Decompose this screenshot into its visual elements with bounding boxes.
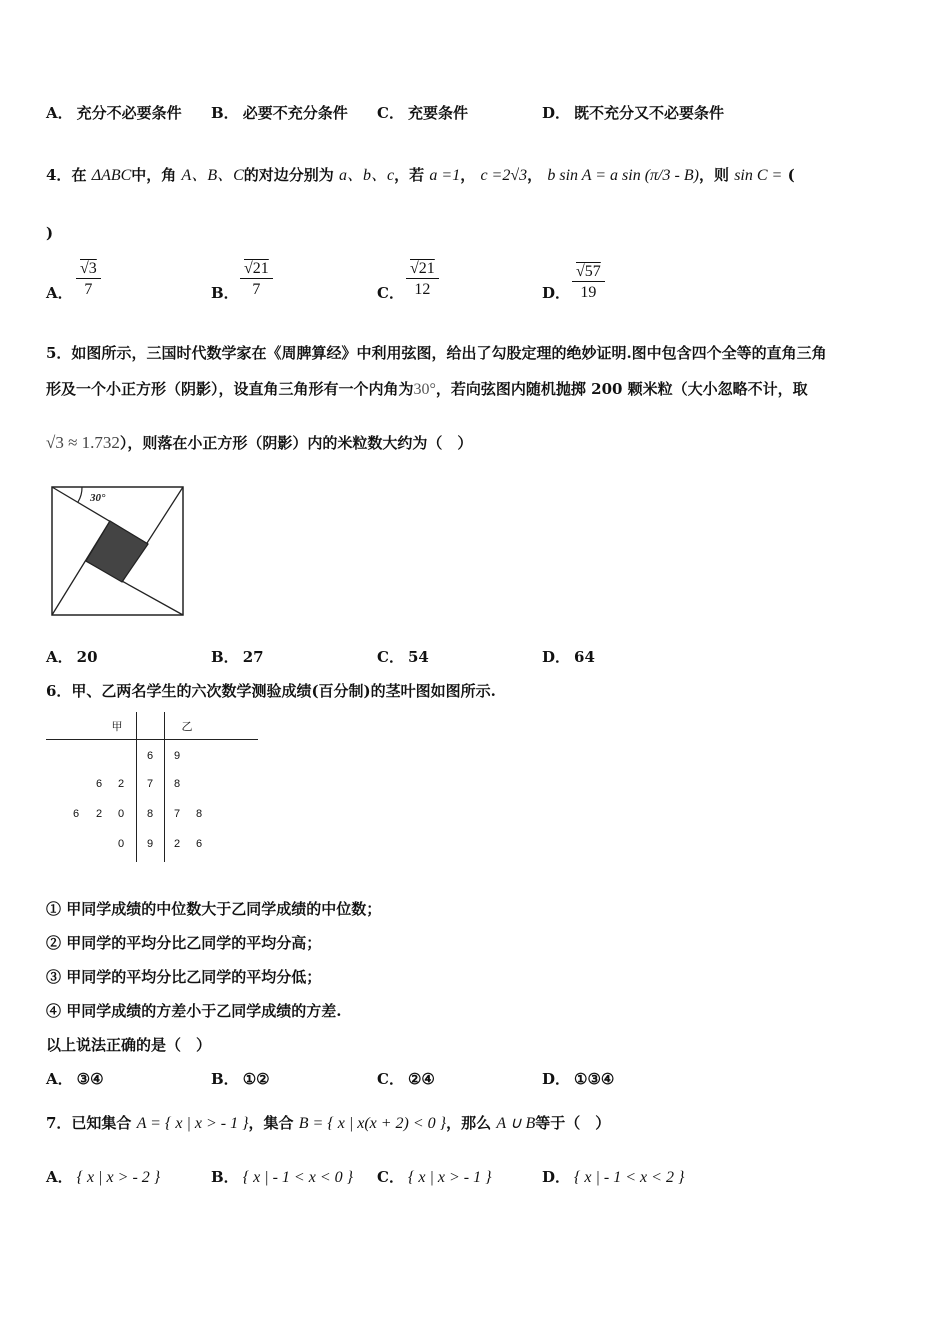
leaf: 2: [173, 838, 181, 850]
option-text: 64: [574, 648, 595, 666]
option-text: 充要条件: [407, 104, 468, 122]
q3-option-b[interactable]: [211, 102, 348, 123]
q5-option-c[interactable]: [377, 646, 429, 667]
q3-option-d[interactable]: [542, 102, 724, 123]
q5-line1: 5．如图所示，三国时代数学家在《周脾算经》中利用弦图，给出了勾股定理的绝妙证明.图中包含四个全等的直角三角: [46, 344, 827, 362]
q5-angle: 30°: [413, 381, 436, 398]
option-label: C．: [377, 284, 404, 302]
denominator: 7: [76, 278, 101, 299]
denominator: 7: [240, 278, 273, 299]
option-label: C．: [377, 648, 404, 666]
option-text: 必要不充分条件: [242, 104, 348, 122]
option-label: C．: [377, 1168, 404, 1186]
leaf: 8: [173, 778, 181, 790]
q4-triangle: ΔABC: [91, 167, 132, 184]
numerator: √21: [410, 260, 435, 277]
angle-arc: [78, 487, 82, 502]
option-text: ①③④: [574, 1070, 615, 1088]
option-label: A．: [46, 1168, 73, 1186]
q6-option-c[interactable]: [377, 1068, 435, 1089]
stem: 6: [146, 750, 154, 762]
option-label: A．: [46, 104, 73, 122]
q3-option-a[interactable]: [46, 102, 182, 123]
header-rule: [46, 739, 258, 740]
q4-text: ，: [527, 166, 543, 184]
q5-option-d[interactable]: [542, 646, 595, 667]
option-label: D．: [542, 284, 571, 302]
leaf: 0: [117, 838, 125, 850]
q4-stem: [46, 162, 795, 185]
q4-option-c[interactable]: [377, 282, 408, 303]
numerator: √3: [80, 260, 97, 277]
q6-question: 以上说法正确的是（ ）: [46, 1036, 212, 1054]
q7-text: 7．已知集合: [46, 1114, 132, 1132]
option-label: B．: [211, 1070, 239, 1088]
q6-intro: 6．甲、乙两名学生的六次数学测验成绩(百分制)的茎叶图如图所示.: [46, 682, 496, 700]
q4-paren-close: ): [46, 224, 54, 242]
q4-paren-open: (: [787, 166, 795, 184]
option-text: 充分不必要条件: [76, 104, 182, 122]
option-label: B．: [211, 648, 239, 666]
q4-option-a-fraction: [76, 260, 101, 299]
q4-text: 中，角: [131, 166, 177, 184]
q7-text: 等于（ ）: [535, 1114, 611, 1132]
option-label: B．: [211, 284, 239, 302]
numerator: √57: [576, 263, 601, 280]
denominator: 12: [406, 278, 439, 299]
q4-option-a[interactable]: [46, 282, 77, 303]
angle-label: 30°: [90, 492, 106, 504]
q7-option-d[interactable]: [542, 1166, 684, 1187]
option-label: D．: [542, 1070, 571, 1088]
q6-option-b[interactable]: [211, 1068, 270, 1089]
q4-text: ，: [460, 166, 476, 184]
stem: 9: [146, 838, 154, 850]
q5-line2: [46, 378, 808, 399]
q4-text: 的对边分别为: [243, 166, 334, 184]
option-label: B．: [211, 1168, 239, 1186]
q4-text: ，若: [394, 166, 425, 184]
q4-option-b[interactable]: [211, 282, 243, 303]
q4-number: 4．: [46, 166, 72, 184]
q5-option-a[interactable]: [46, 646, 98, 667]
q5-option-b[interactable]: [211, 646, 264, 667]
option-label: B．: [211, 104, 239, 122]
option-label: A．: [46, 284, 73, 302]
divider-right: [164, 712, 165, 862]
leaf: 8: [195, 808, 203, 820]
leaf: 0: [117, 808, 125, 820]
xian-diagram: [48, 484, 188, 620]
q4-option-b-fraction: [240, 260, 273, 299]
q6-statement-3: ③ 甲同学的平均分比乙同学的平均分低；: [46, 968, 322, 986]
denominator: 19: [572, 281, 605, 302]
option-text: 54: [407, 648, 429, 666]
leaf: 2: [95, 808, 103, 820]
option-label: A．: [46, 648, 73, 666]
q6-statement-1: ① 甲同学成绩的中位数大于乙同学成绩的中位数；: [46, 900, 382, 918]
q7-union: A ∪ B: [496, 1115, 536, 1132]
option-text: ③④: [76, 1070, 104, 1088]
q3-option-c[interactable]: [377, 102, 468, 123]
right-header: 乙: [181, 721, 193, 733]
q7-set-a: A = { x | x > - 1 }: [136, 1115, 249, 1132]
option-text: 既不充分又不必要条件: [574, 104, 725, 122]
option-text: ①②: [242, 1070, 270, 1088]
q4-option-d-fraction: [572, 263, 605, 302]
stem: 8: [146, 808, 154, 820]
option-text: ②④: [407, 1070, 435, 1088]
q4-option-d[interactable]: [542, 282, 574, 303]
q7-text: ，那么: [446, 1114, 492, 1132]
option-label: D．: [542, 104, 571, 122]
leaf: 6: [72, 808, 80, 820]
leaf: 7: [173, 808, 181, 820]
q7-set-b: B = { x | x(x + 2) < 0 }: [298, 1115, 447, 1132]
q5-line3: [46, 432, 472, 453]
q5-approx: √3 ≈ 1.732: [46, 433, 120, 452]
q4-text: ，则: [698, 166, 729, 184]
leaf: 6: [95, 778, 103, 790]
q7-stem: [46, 1112, 610, 1133]
leaf: 2: [117, 778, 125, 790]
option-label: D．: [542, 1168, 571, 1186]
q6-statement-2: ② 甲同学的平均分比乙同学的平均分高；: [46, 934, 322, 952]
q7-text: ，集合: [248, 1114, 294, 1132]
option-text: 20: [76, 648, 98, 666]
q4-equation: b sin A = a sin (π/3 - B): [547, 167, 699, 184]
option-label: D．: [542, 648, 571, 666]
option-label: C．: [377, 104, 404, 122]
option-label: C．: [377, 1070, 404, 1088]
left-header: 甲: [111, 721, 123, 733]
q7-option-a[interactable]: [46, 1166, 160, 1187]
option-text: 27: [242, 648, 264, 666]
q4-angles: A、B、C: [181, 167, 244, 184]
stem-leaf-plot: [46, 712, 258, 862]
q5-text: 形及一个小正方形（阴影），设直角三角形有一个内角为: [46, 380, 414, 398]
option-text: { x | x > - 1 }: [407, 1169, 492, 1186]
option-text: { x | - 1 < x < 0 }: [242, 1169, 354, 1186]
option-text: { x | x > - 2 }: [76, 1169, 161, 1186]
option-label: A．: [46, 1070, 73, 1088]
leaf: 6: [195, 838, 203, 850]
q4-text: 在: [71, 166, 87, 184]
option-text: { x | - 1 < x < 2 }: [574, 1169, 685, 1186]
numerator: √21: [244, 260, 269, 277]
q6-option-d[interactable]: [542, 1068, 614, 1089]
leaf: 9: [173, 750, 181, 762]
stem: 7: [146, 778, 154, 790]
q7-option-b[interactable]: [211, 1166, 353, 1187]
shaded-square: [86, 521, 148, 582]
q4-cond-a: a =1: [429, 167, 461, 184]
q4-target: sin C =: [734, 167, 783, 184]
q4-sides: a、b、c: [339, 167, 395, 184]
q4-option-c-fraction: [406, 260, 439, 299]
q6-statement-4: ④ 甲同学成绩的方差小于乙同学成绩的方差.: [46, 1002, 342, 1020]
q5-text: ），则落在小正方形（阴影）内的米粒数大约为（ ）: [119, 434, 473, 452]
q7-option-c[interactable]: [377, 1166, 491, 1187]
q6-option-a[interactable]: [46, 1068, 104, 1089]
q4-cond-c: c =2√3: [480, 167, 528, 184]
divider-left: [136, 712, 137, 862]
q5-text: ，若向弦图内随机抛掷 200 颗米粒（大小忽略不计，取: [435, 380, 808, 398]
